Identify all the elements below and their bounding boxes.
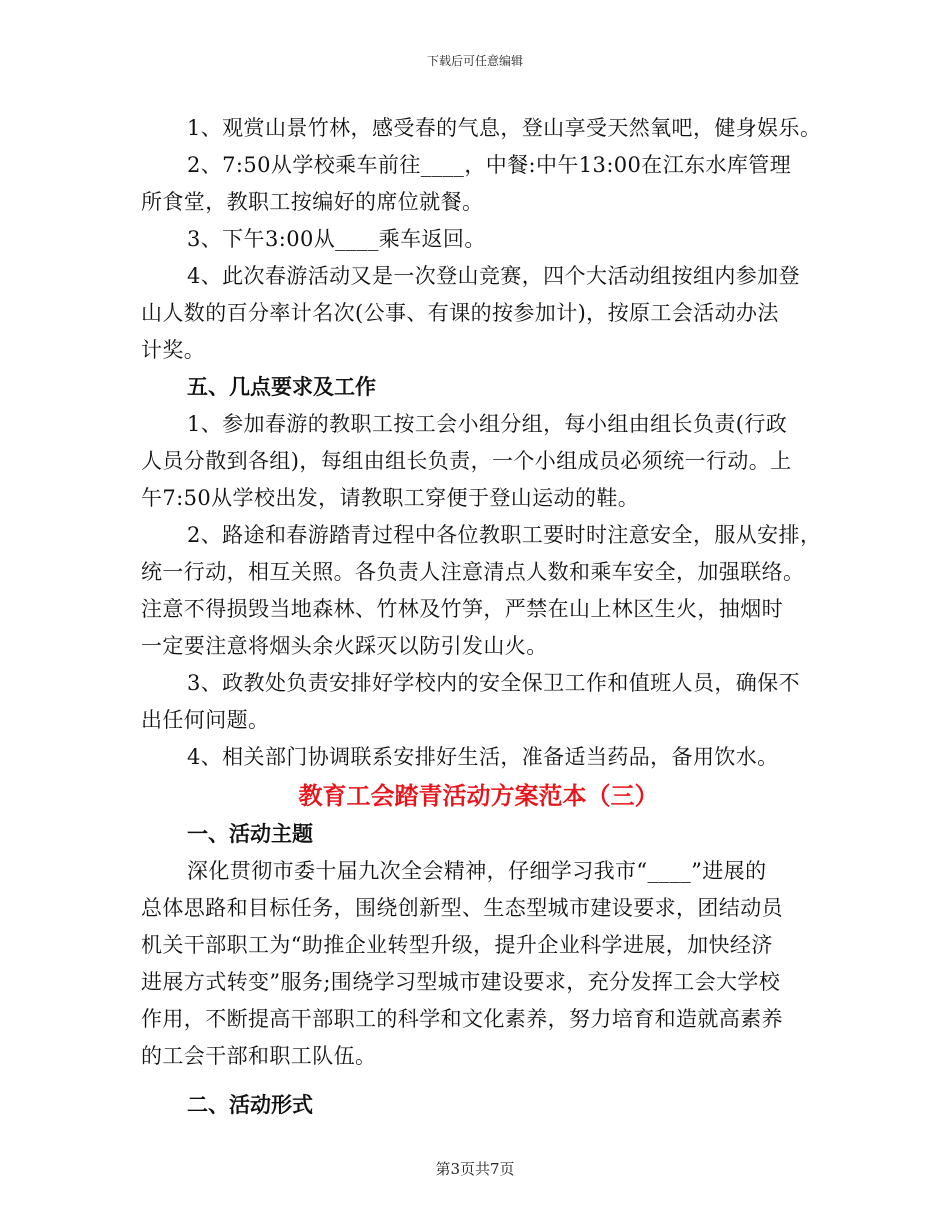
paragraph-line: 计奖。	[141, 338, 206, 362]
paragraph	[141, 110, 831, 147]
page-header: 下载后可任意编辑	[426, 54, 523, 68]
paragraph-line: 统一行动，相互关照。各负责人注意清点人数和乘车安全，加强联络。	[141, 560, 805, 584]
paragraph-line: 山人数的百分率计名次(公事、有课的按参加计)，按原工会活动办法	[141, 301, 779, 325]
paragraph-line: 注意不得损毁当地森林、竹林及竹笋，严禁在山上林区生火，抽烟时	[141, 597, 783, 621]
paragraph-line: 2、路途和春游踏青过程中各位教职工要时时注意安全，服从安排，	[187, 523, 822, 547]
document-title: 教育工会踏青活动方案范本（三）	[298, 782, 659, 810]
paragraph-line: 2、7:50从学校乘车前往____，中餐:中午13:00在江东水库管理	[187, 153, 792, 177]
paragraph-line: 作用，不断提高干部职工的科学和文化素养，努力培育和造就高素养	[141, 1007, 783, 1031]
paragraph-line: 午7:50从学校出发，请教职工穿便于登山运动的鞋。	[141, 486, 640, 510]
paragraph-line: 总体思路和目标任务，围绕创新型、生态型城市建设要求，团结动员	[141, 896, 783, 920]
paragraph	[141, 853, 831, 1075]
paragraph-line: 一定要注意将烟头余火踩灭以防引发山火。	[141, 634, 548, 658]
page-footer: 第3页共7页	[435, 1160, 515, 1178]
paragraph	[141, 665, 831, 739]
paragraph-line: 的工会干部和职工队伍。	[141, 1044, 377, 1068]
paragraph-line: 机关干部职工为“助推企业转型升级，提升企业科学进展，加快经济	[141, 933, 773, 957]
paragraph-line: 深化贯彻市委十届九次全会精神，仔细学习我市“____”进展的	[187, 859, 767, 883]
paragraph	[141, 739, 831, 776]
paragraph	[141, 517, 831, 665]
document-body	[141, 110, 831, 1124]
paragraph-line: 1、参加春游的教职工按工会小组分组，每小组由组长负责(行政	[187, 412, 788, 436]
section-heading: 五、几点要求及工作	[187, 375, 376, 399]
section-heading: 二、活动形式	[187, 1093, 313, 1117]
paragraph-line: 3、政教处负责安排好学校内的安全保卫工作和值班人员，确保不	[187, 671, 800, 695]
paragraph	[141, 221, 831, 258]
paragraph-line: 进展方式转变”服务;围绕学习型城市建设要求，充分发挥工会大学校	[141, 970, 781, 994]
paragraph-line: 4、相关部门协调联系安排好生活，准备适当药品，备用饮水。	[187, 745, 779, 769]
paragraph-line: 出任何问题。	[141, 708, 270, 732]
paragraph	[141, 258, 831, 369]
paragraph-line: 所食堂，教职工按编好的席位就餐。	[141, 190, 484, 214]
paragraph	[141, 147, 831, 221]
paragraph-line: 人员分散到各组)，每组由组长负责，一个小组成员必须统一行动。上	[141, 449, 792, 473]
paragraph	[141, 406, 831, 517]
paragraph-line: 4、此次春游活动又是一次登山竞赛，四个大活动组按组内参加登	[187, 264, 800, 288]
paragraph-line: 3、下午3:00从____乘车返回。	[187, 227, 486, 251]
paragraph-line: 1、观赏山景竹林，感受春的气息，登山享受天然氧吧，健身娱乐。	[187, 116, 822, 140]
section-heading: 一、活动主题	[187, 822, 313, 846]
